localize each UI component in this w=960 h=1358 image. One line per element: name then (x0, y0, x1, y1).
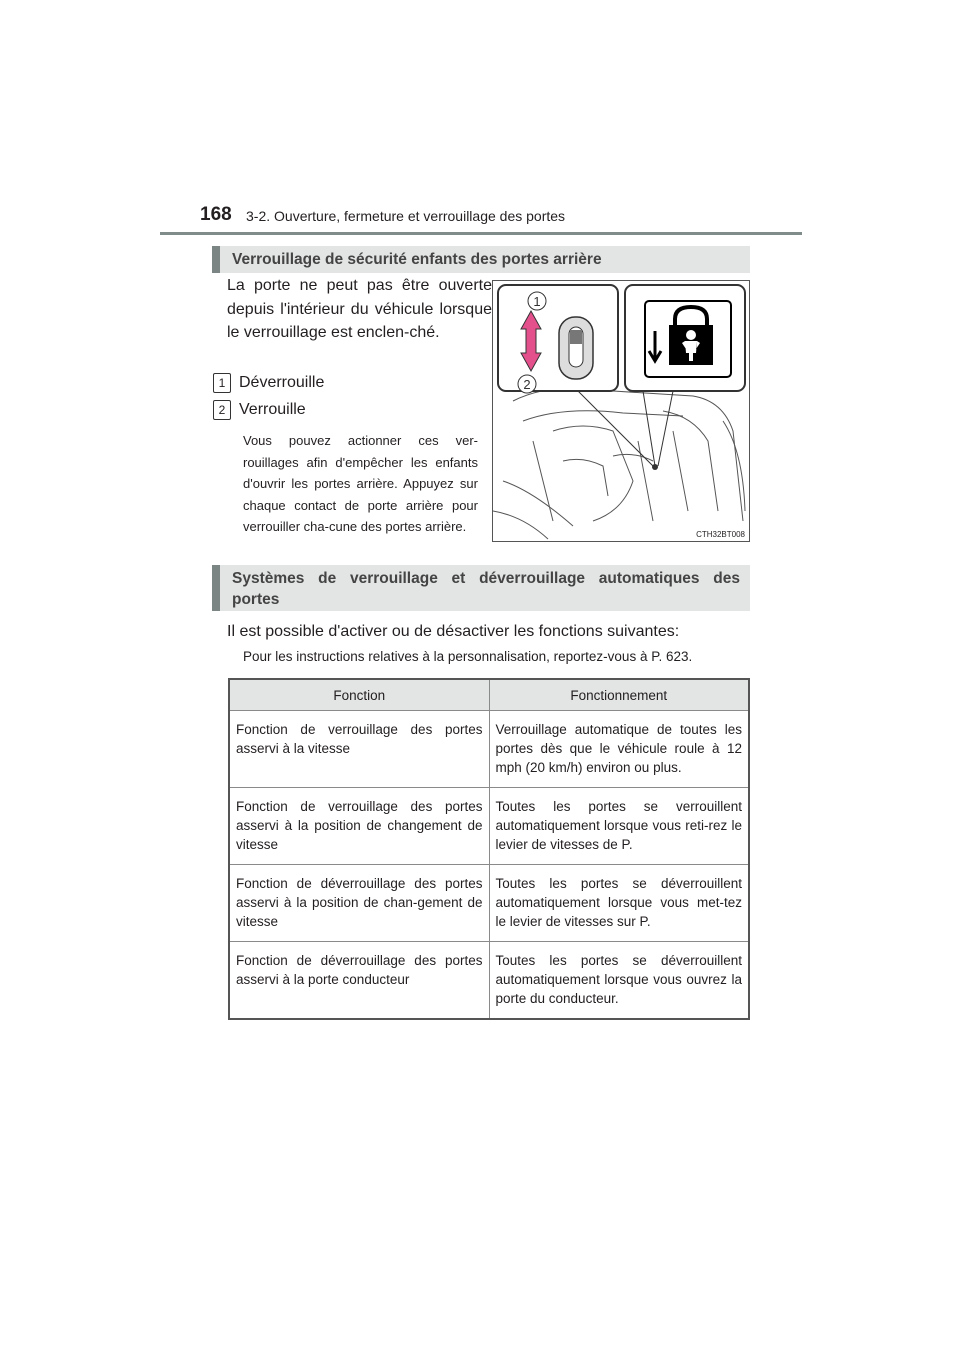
table-header-row (229, 679, 749, 711)
function-table (228, 678, 750, 1020)
callout-number: 2 (213, 400, 231, 420)
item-lock (213, 400, 306, 420)
operation-cell: Toutes les portes se déverrouillent automatiquement lorsque vous ouvrez la porte du conducteur. (489, 942, 749, 1020)
table-row (229, 865, 749, 942)
functions-intro: Il est possible d'activer ou de désactiver les fonctions suivantes: (227, 623, 680, 640)
operation-cell: Toutes les portes se verrouillent automatiquement lorsque vous reti-rez le levier de vitesses de P. (489, 788, 749, 865)
item-unlock (213, 373, 324, 393)
section-heading-auto-lock (212, 565, 750, 611)
function-cell: Fonction de verrouillage des portes asservi à la position de changement de vitesse (229, 788, 489, 865)
door-illustration (493, 281, 749, 541)
heading-line-2: portes (232, 591, 280, 608)
customization-reference: Pour les instructions relatives à la personnalisation, reportez-vous à P. 623. (243, 649, 693, 664)
operation-cell: Toutes les portes se déverrouillent automatiquement lorsque vous met-tez le levier de vitesses sur P. (489, 865, 749, 942)
column-header-function: Fonction (229, 679, 489, 711)
child-lock-illustration (492, 280, 750, 542)
callout-number: 1 (213, 373, 231, 393)
function-cell: Fonction de déverrouillage des portes asservi à la position de chan-gement de vitesse (229, 865, 489, 942)
header-rule (160, 232, 802, 235)
item-label: Déverrouille (239, 374, 325, 392)
heading-line-1: Systèmes de verrouillage et déverrouillage automatiques des (232, 570, 740, 587)
table-row (229, 788, 749, 865)
svg-text:1: 1 (533, 294, 541, 309)
function-cell: Fonction de verrouillage des portes asservi à la vitesse (229, 711, 489, 788)
illustration-code: CTH32BT008 (696, 530, 745, 539)
table-row (229, 711, 749, 788)
svg-text:2: 2 (523, 377, 531, 392)
note-paragraph: Vous pouvez actionner ces ver-rouillages afin d'empêcher les enfants d'ouvrir les portes arrière. Appuyez sur chaque contact de porte arrière pour verrouiller cha-cune des portes arrière. (243, 433, 478, 534)
operation-cell: Verrouillage automatique de toutes les portes dès que le véhicule roule à 12 mph (20 km/h) environ ou plus. (489, 711, 749, 788)
running-header: 3-2. Ouverture, fermeture et verrouillage des portes (246, 208, 566, 224)
page-number: 168 (200, 204, 232, 225)
intro-paragraph: La porte ne peut pas être ouverte depuis l'intérieur du véhicule lorsque le verrouillage est enclen-ché. (227, 277, 492, 341)
item-label: Verrouille (239, 401, 306, 419)
table-row (229, 942, 749, 1020)
section-heading-child-lock: Verrouillage de sécurité enfants des portes arrière (212, 246, 750, 273)
column-header-operation: Fonctionnement (489, 679, 749, 711)
function-cell: Fonction de déverrouillage des portes asservi à la porte conducteur (229, 942, 489, 1020)
